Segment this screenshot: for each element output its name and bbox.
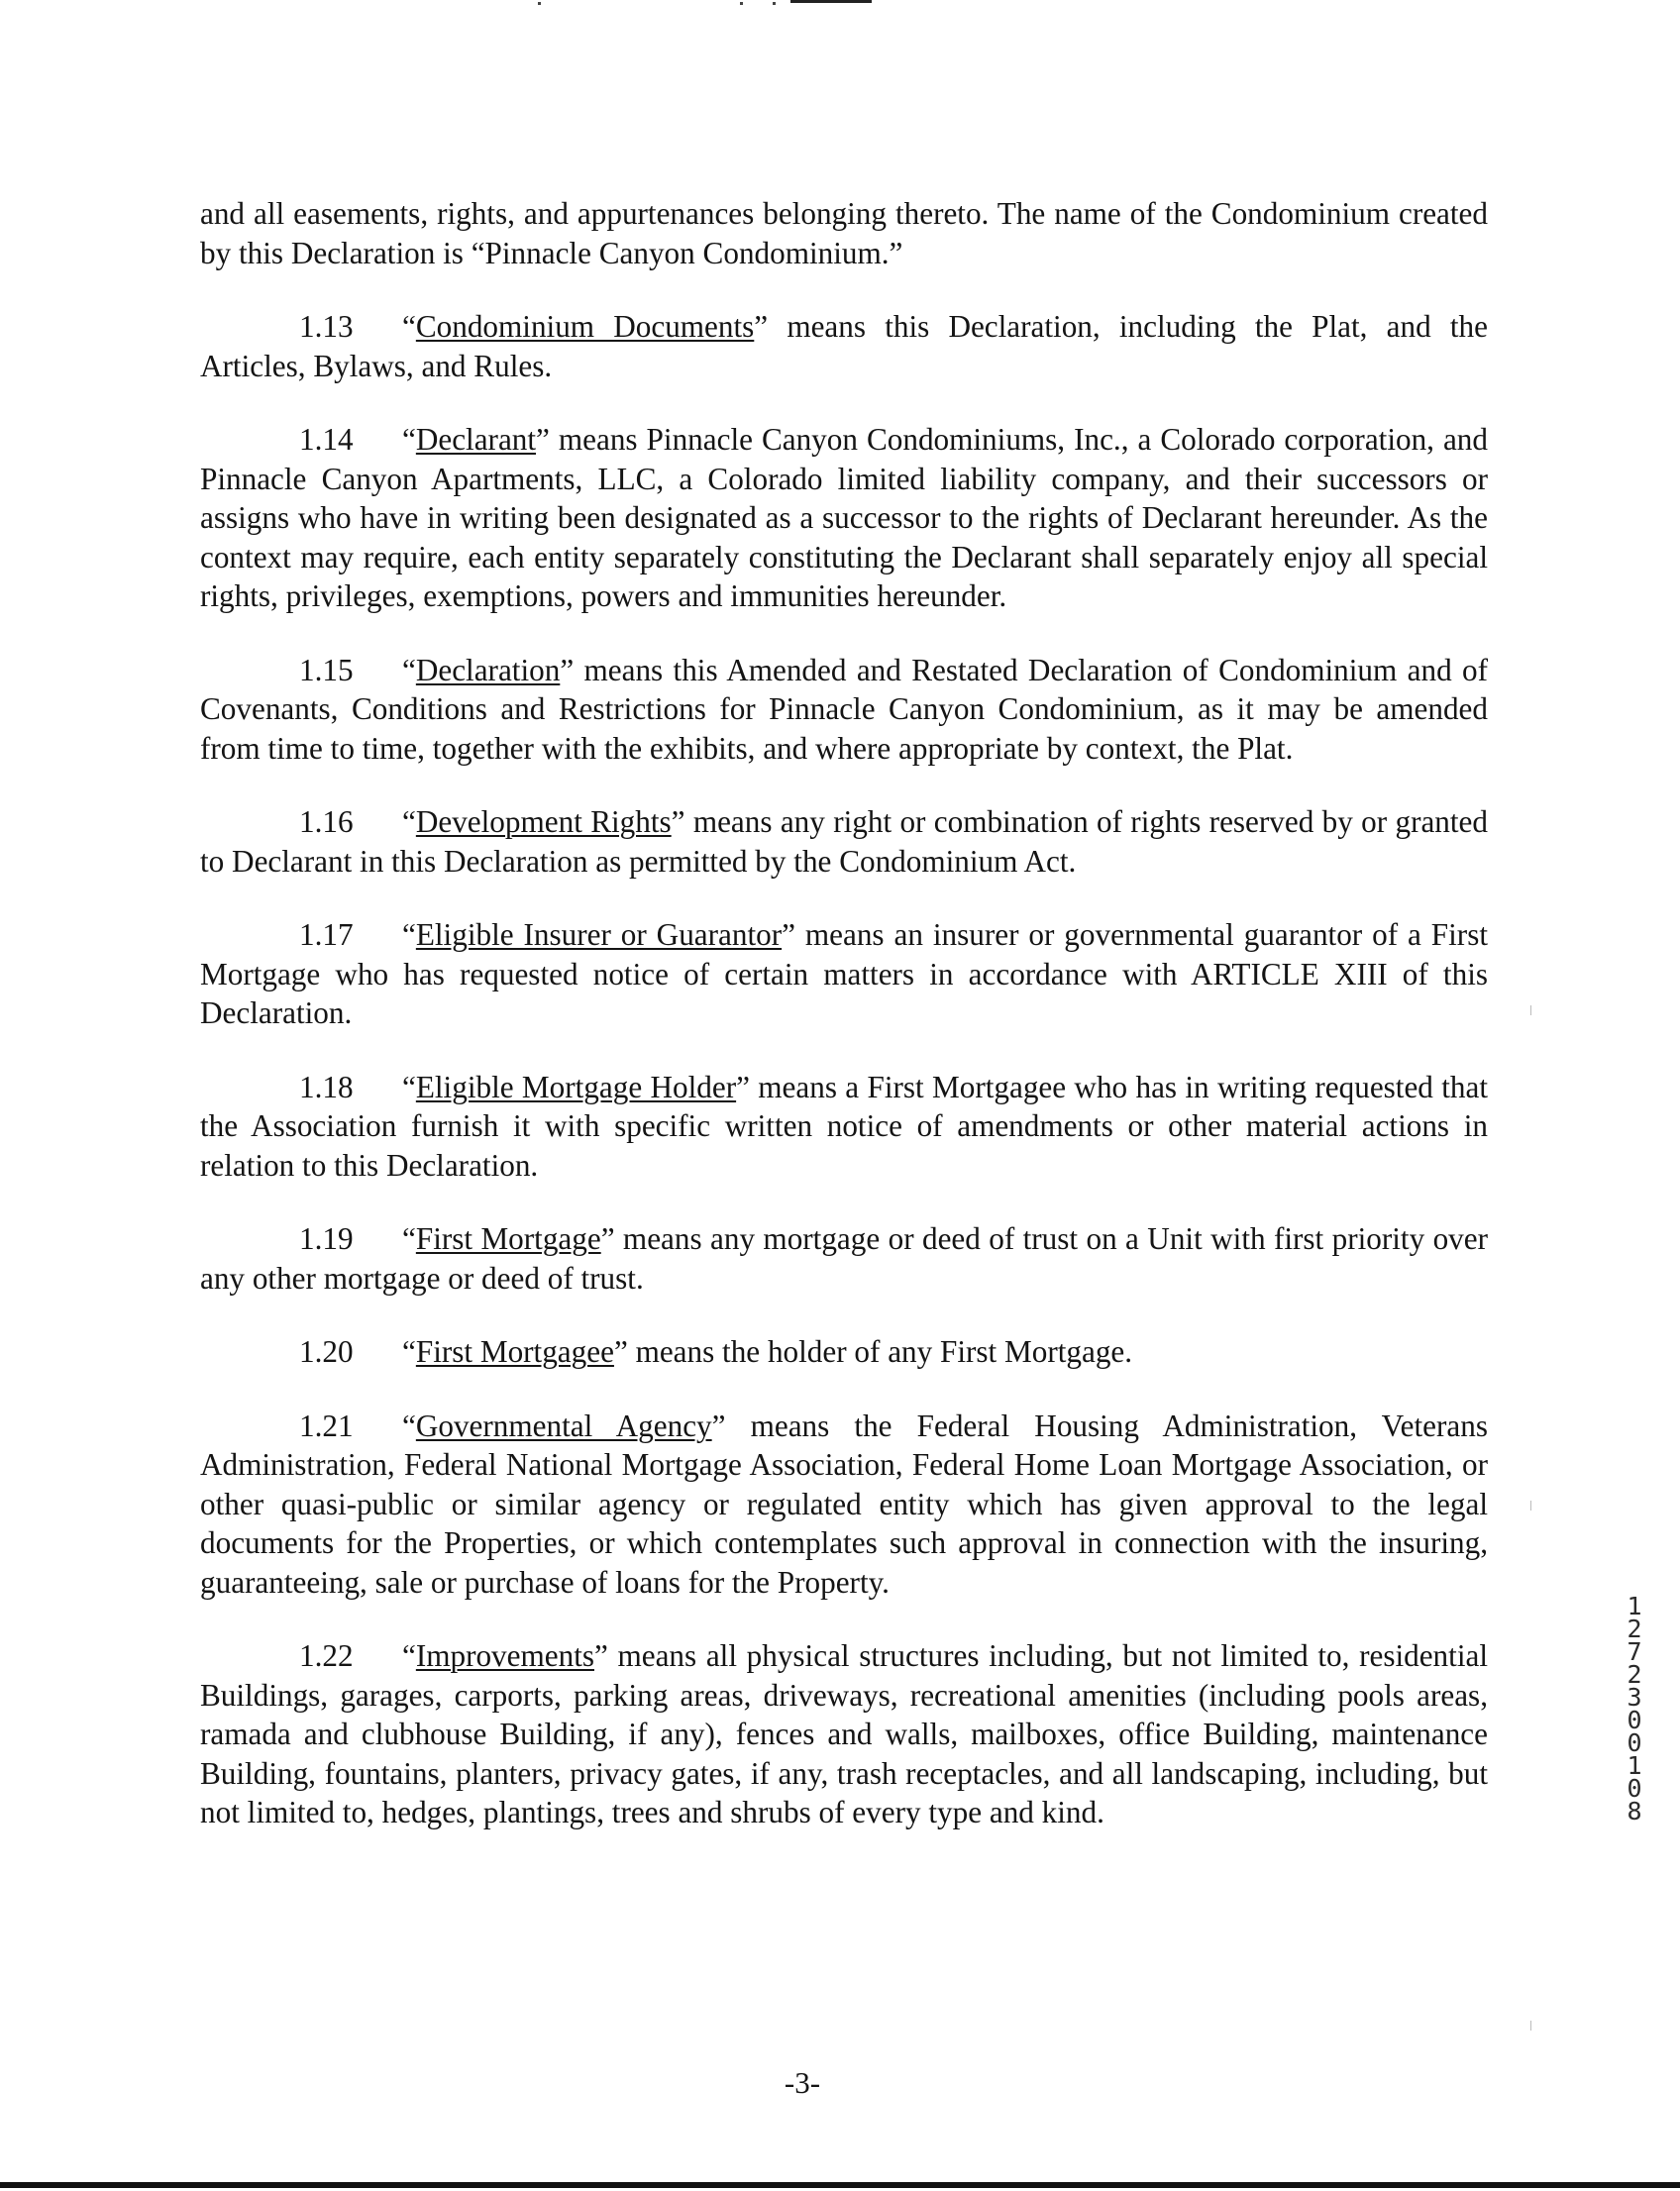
definition-text: means all physical structures including, but not limited to, residential Buildings, garages, carports, parking areas, driveways, recreational amenities (including pools areas, ramada and clubhouse Building, if any), fences and walls, mailboxes, office Building, maintenance Building, fountains, planters, privacy gates, if any, trash receptacles, and all landscaping, including, but not limited to, hedges, plantings, trees and shrubs of every type and kind. bbox=[200, 1638, 1488, 1829]
intro-paragraph: and all easements, rights, and appurtenances belonging thereto. The name of the Condominium created by this Declaration is “Pinnacle Canyon Condominium.” bbox=[200, 196, 1488, 270]
definition-text: means the holder of any First Mortgage. bbox=[627, 1334, 1133, 1369]
scan-speck bbox=[740, 2, 743, 5]
definition-paragraph bbox=[200, 1407, 1488, 1603]
close-quote: ” bbox=[736, 1069, 750, 1104]
recording-number-stamp: 127230 0108 bbox=[1627, 1592, 1642, 1826]
definition-paragraph bbox=[200, 307, 1488, 385]
defined-term: First Mortgagee bbox=[415, 1334, 614, 1369]
definition-paragraph bbox=[200, 1636, 1488, 1832]
defined-term: Development Rights bbox=[415, 804, 672, 839]
defined-term: Declarant bbox=[415, 422, 537, 457]
defined-term: Condominium Documents bbox=[415, 309, 755, 344]
scan-margin-tick bbox=[1530, 1005, 1531, 1015]
definition-paragraph bbox=[200, 1332, 1488, 1372]
close-quote: ” bbox=[560, 652, 575, 687]
definition-number: 1.15 bbox=[299, 652, 354, 687]
defined-term: Eligible Mortgage Holder bbox=[415, 1069, 737, 1104]
definition-text: means a First Mortgagee who has in writing requested that the Association furnish it with specific written notice of amendments or other material actions in relation to this Declaration. bbox=[200, 1069, 1488, 1183]
scan-margin-tick bbox=[1530, 1501, 1531, 1511]
definition-number: 1.20 bbox=[299, 1334, 354, 1369]
defined-term: Eligible Insurer or Guarantor bbox=[415, 917, 783, 952]
definition-paragraph bbox=[200, 420, 1488, 616]
close-quote: ” bbox=[536, 422, 550, 457]
open-quote: “ bbox=[402, 1408, 416, 1443]
open-quote: “ bbox=[402, 917, 416, 952]
open-quote: “ bbox=[402, 1069, 416, 1104]
open-quote: “ bbox=[402, 1334, 416, 1369]
close-quote: ” bbox=[671, 804, 685, 839]
open-quote: “ bbox=[402, 422, 416, 457]
scan-top-edge-mark bbox=[790, 0, 872, 3]
page-number: -3- bbox=[784, 2065, 821, 2100]
definition-text: means the Federal Housing Administration, Veterans Administration, Federal National Mortgage Association, Federal Home Loan Mortgage Association, or other quasi-public or similar agency or regulated entity which has given approval to the legal documents for the Properties, or which contemplates such approval in connection with the insuring, guaranteeing, sale or purchase of loans for the Property. bbox=[200, 1408, 1488, 1600]
open-quote: “ bbox=[402, 804, 416, 839]
close-quote: ” bbox=[754, 309, 769, 344]
definition-number: 1.22 bbox=[299, 1638, 354, 1673]
defined-term: First Mortgage bbox=[415, 1221, 601, 1256]
open-quote: “ bbox=[402, 652, 416, 687]
definition-number: 1.19 bbox=[299, 1221, 354, 1256]
definition-number: 1.13 bbox=[299, 309, 354, 344]
document-body bbox=[200, 194, 1488, 1867]
definition-number: 1.16 bbox=[299, 804, 354, 839]
definition-number: 1.17 bbox=[299, 917, 354, 952]
definition-number: 1.14 bbox=[299, 422, 354, 457]
close-quote: ” bbox=[600, 1221, 615, 1256]
definition-text: means this Amended and Restated Declaration of Condominium and of Covenants, Conditions and Restrictions for Pinnacle Canyon Condominium, as it may be amended from time to time, together with the exhibits, and where appropriate by context, the Plat. bbox=[200, 652, 1488, 766]
defined-term: Improvements bbox=[415, 1638, 594, 1673]
definition-text: means this Declaration, including the Plat, and the Articles, Bylaws, and Rules. bbox=[200, 309, 1488, 383]
definition-number: 1.21 bbox=[299, 1408, 354, 1443]
definitions-list bbox=[200, 307, 1488, 1832]
open-quote: “ bbox=[402, 1221, 416, 1256]
definition-paragraph bbox=[200, 915, 1488, 1033]
definition-paragraph bbox=[200, 651, 1488, 769]
definition-text: means an insurer or governmental guarantor of a First Mortgage who has requested notice of certain matters in accordance with ARTICLE XIII of this Declaration. bbox=[200, 917, 1488, 1030]
defined-term: Governmental Agency bbox=[415, 1408, 712, 1443]
scan-bottom-edge bbox=[0, 2182, 1680, 2188]
definition-paragraph bbox=[200, 802, 1488, 881]
close-quote: ” bbox=[594, 1638, 608, 1673]
definition-text: means any right or combination of rights reserved by or granted to Declarant in this Declaration as permitted by the Condominium Act. bbox=[200, 804, 1488, 879]
scan-margin-tick bbox=[1530, 2021, 1531, 2031]
close-quote: ” bbox=[613, 1334, 628, 1369]
definition-paragraph bbox=[200, 1068, 1488, 1186]
definition-paragraph bbox=[200, 1219, 1488, 1298]
scan-speck bbox=[538, 2, 541, 5]
close-quote: ” bbox=[782, 917, 795, 952]
defined-term: Declaration bbox=[415, 652, 561, 687]
open-quote: “ bbox=[402, 1638, 416, 1673]
open-quote: “ bbox=[402, 309, 416, 344]
definition-text: means any mortgage or deed of trust on a Unit with first priority over any other mortgage or deed of trust. bbox=[200, 1221, 1488, 1296]
definition-number: 1.18 bbox=[299, 1069, 354, 1104]
definition-text: means Pinnacle Canyon Condominiums, Inc., a Colorado corporation, and Pinnacle Canyon Apartments, LLC, a Colorado limited liability company, and their successors or assigns who have in writing been designated as a successor to the rights of Declarant hereunder. As the context may require, each entity separately constituting the Declarant shall separately enjoy all special rights, privileges, exemptions, powers and immunities hereunder. bbox=[200, 422, 1488, 613]
close-quote: ” bbox=[711, 1408, 726, 1443]
scan-speck bbox=[773, 2, 776, 5]
